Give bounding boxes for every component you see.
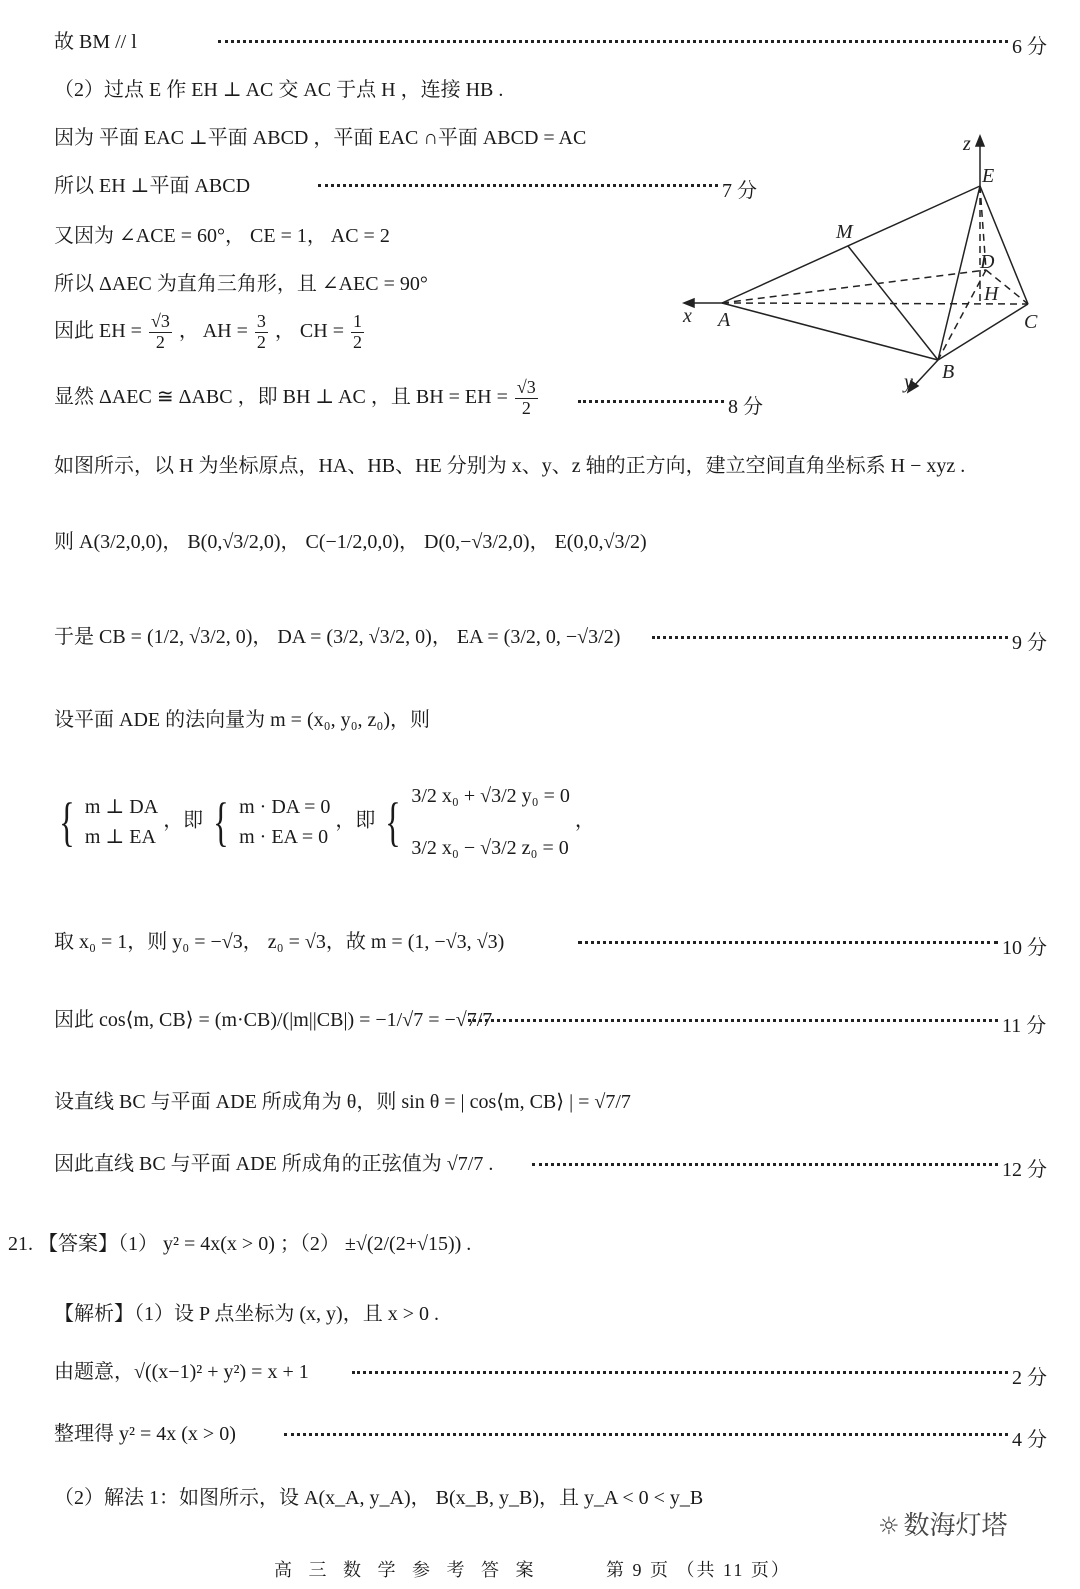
- text-line: （2）过点 E 作 EH ⊥ AC 交 AC 于点 H ，连接 HB .: [54, 79, 504, 101]
- dot-leader: [468, 1019, 998, 1022]
- watermark: [878, 1505, 1008, 1542]
- label-x: x: [683, 305, 692, 327]
- score-mark: 9 分: [1012, 632, 1047, 654]
- label-H: H: [984, 283, 999, 305]
- text-segment: ，即: [163, 809, 204, 832]
- fraction: [255, 312, 268, 353]
- system: [239, 792, 330, 852]
- text-line: 由题意，√((x−1)² + y²) = x + 1: [54, 1361, 309, 1383]
- wechat-icon: ☼: [878, 1512, 900, 1540]
- edge-BC: [938, 304, 1028, 360]
- score-mark: 10 分: [1002, 937, 1047, 959]
- text-segment: 因此 EH =: [54, 319, 142, 342]
- brace: {: [213, 791, 229, 852]
- dot-leader: [578, 941, 998, 944]
- brace: {: [385, 791, 402, 852]
- numerator: √3: [516, 377, 536, 397]
- text-line: 如图所示，以 H 为坐标原点，HA、HB、HE 分别为 x、y、z 轴的正方向，建立空间直角坐标系 H − xyz .: [54, 455, 966, 477]
- text-line: 设直线 BC 与平面 ADE 所成角为 θ，则 sin θ = | cos⟨m, CB⟩ | = √7/7: [54, 1091, 631, 1113]
- score-mark: 4 分: [1012, 1429, 1047, 1451]
- edge-DB: [938, 270, 986, 360]
- dot-leader: [218, 40, 1008, 43]
- score-mark: 6 分: [1012, 36, 1047, 58]
- fraction: [351, 312, 364, 353]
- fraction: [149, 312, 172, 353]
- denominator: 2: [155, 331, 165, 352]
- edge-BE: [938, 186, 980, 360]
- text-line: 所以 EH ⊥平面 ABCD: [54, 175, 251, 197]
- text-line: 故 BM // l: [54, 31, 137, 53]
- edge-AE: [722, 186, 980, 303]
- footer-page: 第 9 页 （共 11 页）: [606, 1560, 791, 1580]
- system: [411, 770, 570, 874]
- system: [85, 792, 158, 852]
- denominator: 2: [521, 397, 531, 418]
- equation-system-line: [54, 770, 595, 874]
- edge-AC: [722, 303, 1028, 304]
- text-segment: ，: [574, 809, 595, 832]
- text-line: 因为 平面 EAC ⊥平面 ABCD ，平面 EAC ∩平面 ABCD = AC: [54, 127, 587, 149]
- dot-leader: [284, 1433, 1008, 1436]
- text-segment: ，即: [335, 809, 376, 832]
- label-y: y: [904, 371, 913, 393]
- text-line: 于是 CB = (1/2, √3/2, 0)， DA = (3/2, √3/2, 0)， EA = (3/2, 0, −√3/2): [54, 626, 621, 648]
- fraction: [515, 378, 538, 419]
- denominator: 2: [256, 331, 266, 352]
- edge-AB: [722, 303, 938, 360]
- text-line: [54, 312, 366, 353]
- dot-leader: [532, 1163, 998, 1166]
- label-B: B: [942, 361, 955, 383]
- text-line: 又因为 ∠ACE = 60°， CE = 1， AC = 2: [54, 225, 390, 247]
- text-line: 【解析】（1）设 P 点坐标为 (x, y)，且 x > 0 .: [54, 1303, 439, 1325]
- text-segment: ， AH =: [178, 319, 248, 342]
- text-line: [54, 378, 540, 419]
- text-line: 设平面 ADE 的法向量为 m = (x₀, y₀, z₀)，则: [54, 709, 431, 731]
- score-mark: 11 分: [1002, 1015, 1047, 1037]
- equation: m · EA = 0: [239, 826, 329, 848]
- equation: m ⊥ DA: [84, 796, 159, 818]
- text-line: 所以 ΔAEC 为直角三角形，且 ∠AEC = 90°: [54, 273, 428, 295]
- dot-leader: [652, 636, 1008, 639]
- text-line: （2）解法 1：如图所示，设 A(x_A, y_A)， B(x_B, y_B)，且 y_A < 0 < y_B: [54, 1487, 704, 1509]
- equation: 3/2 x₀ − √3/2 z₀ = 0: [411, 837, 569, 859]
- label-A: A: [718, 309, 731, 331]
- score-mark: 2 分: [1012, 1367, 1047, 1389]
- numerator: √3: [150, 311, 170, 331]
- label-M: M: [836, 221, 853, 243]
- denominator: 2: [352, 331, 362, 352]
- text-segment: 显然 ΔAEC ≅ ΔABC ，即 BH ⊥ AC ，且 BH = EH =: [54, 385, 508, 408]
- equation: 3/2 x₀ + √3/2 y₀ = 0: [411, 785, 570, 807]
- text-line: 则 A(3/2,0,0)， B(0,√3/2,0)， C(−1/2,0,0)， D(0,−√3/2,0)， E(0,0,√3/2): [54, 531, 647, 553]
- score-mark: 7 分: [722, 180, 757, 202]
- text-line: 因此直线 BC 与平面 ADE 所成角的正弦值为 √7/7 .: [54, 1153, 494, 1175]
- edge-AD: [722, 270, 986, 303]
- text-line: 取 x₀ = 1，则 y₀ = −√3， z₀ = √3，故 m = (1, −√3, √3): [54, 931, 505, 953]
- label-z: z: [963, 133, 971, 155]
- numerator: 3: [256, 311, 266, 331]
- label-D: D: [980, 251, 995, 273]
- text-segment: ， CH =: [274, 319, 344, 342]
- text-line: 整理得 y² = 4x (x > 0): [54, 1423, 236, 1445]
- watermark-text: 数海灯塔: [903, 1511, 1008, 1541]
- numerator: 1: [352, 311, 362, 331]
- equation: m ⊥ EA: [84, 826, 156, 848]
- z-arrow: [976, 136, 984, 146]
- footer-title: 高 三 数 学 参 考 答 案: [274, 1560, 540, 1580]
- dot-leader: [578, 400, 724, 403]
- equation: m · DA = 0: [239, 796, 331, 818]
- geometry-figure: [680, 130, 1060, 400]
- label-C: C: [1024, 311, 1038, 333]
- score-mark: 8 分: [728, 396, 763, 418]
- text-line: 21. 【答案】（1） y² = 4x(x > 0) ；（2） ±√(2/(2+√15)) .: [8, 1233, 472, 1255]
- label-E: E: [982, 165, 995, 187]
- dot-leader: [352, 1371, 1008, 1374]
- text-line: 因此 cos⟨m, CB⟩ = (m·CB)/(|m||CB|) = −1/√7 = −√7/7: [54, 1009, 493, 1031]
- brace: {: [59, 791, 75, 852]
- score-mark: 12 分: [1002, 1159, 1047, 1181]
- dot-leader: [318, 184, 718, 187]
